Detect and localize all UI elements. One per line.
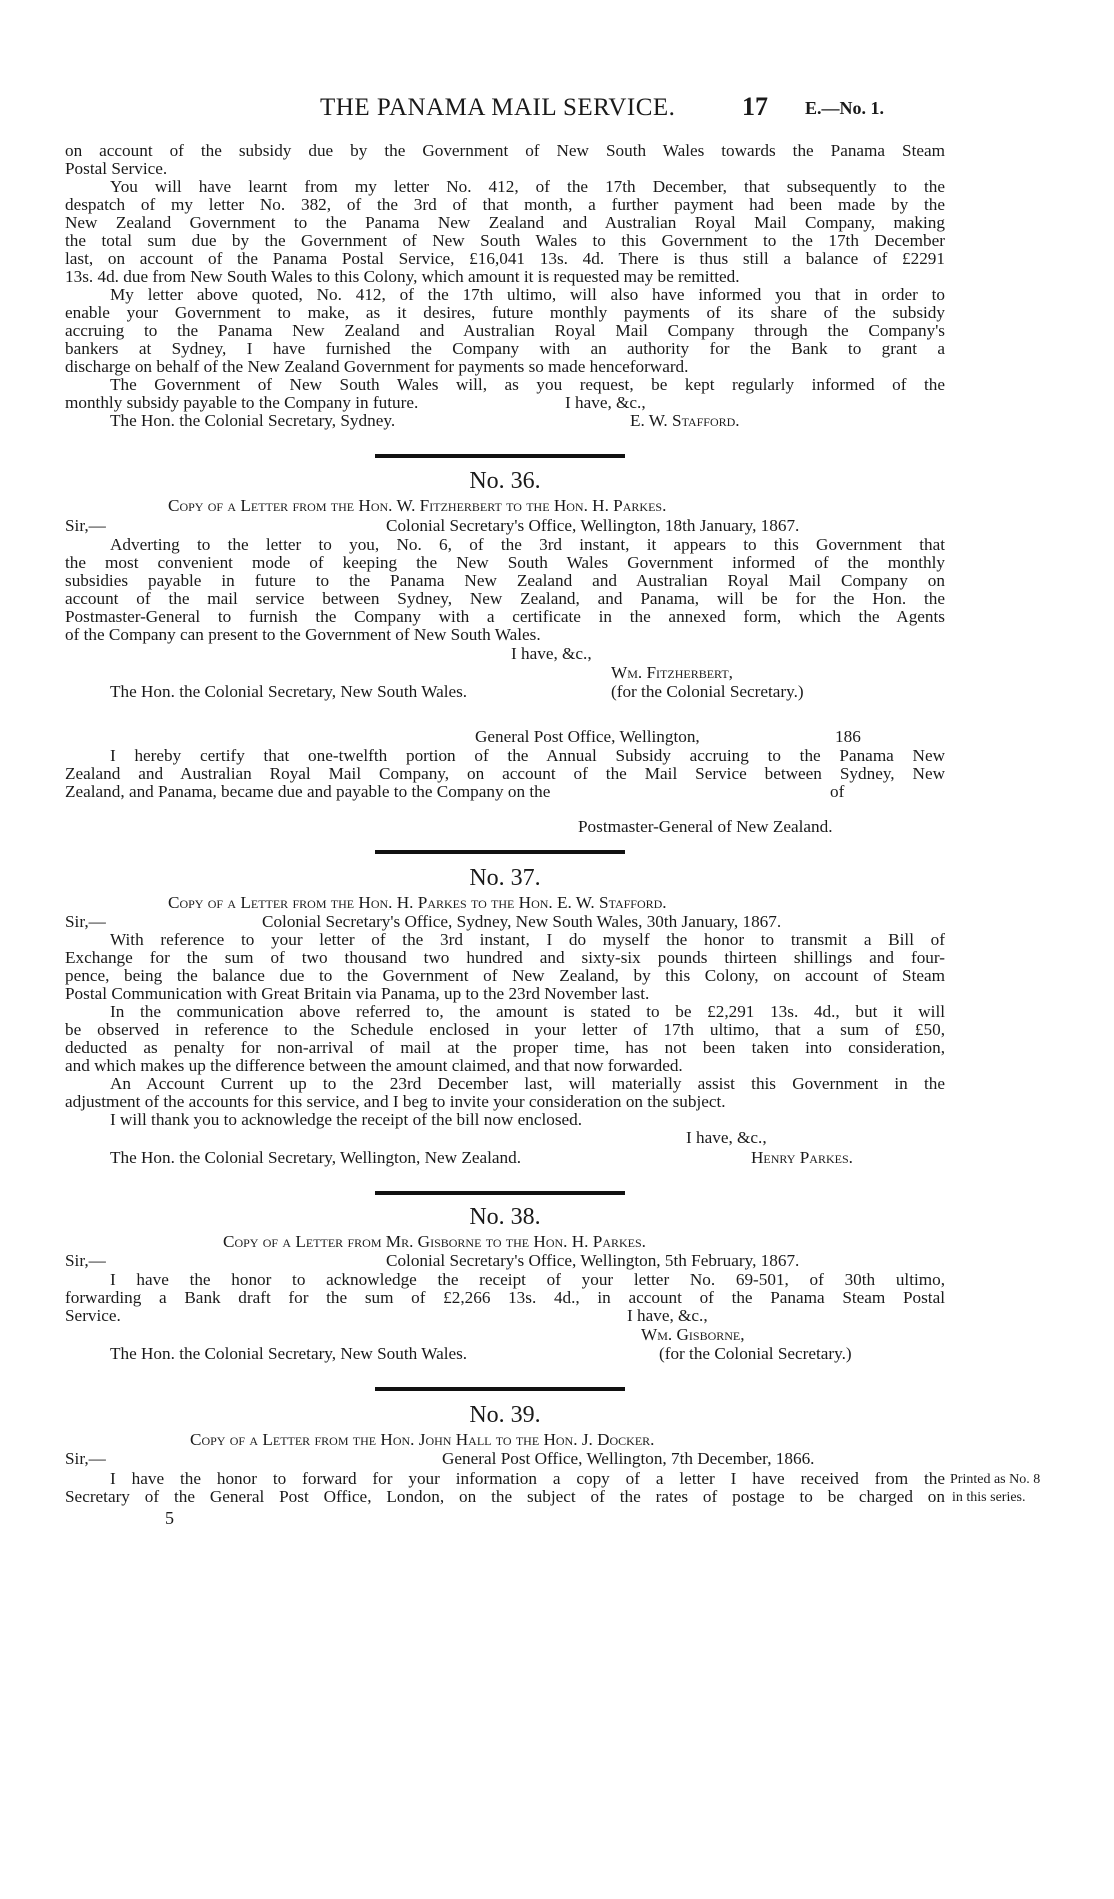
text-line: Adverting to the letter to you, No. 6, of the 3rd instant, it appears to this Government that [110,535,945,554]
text-line: Postal Service. [65,159,168,178]
signature: Henry Parkes. [751,1148,853,1167]
signature: E. W. Stafford. [630,411,740,430]
addressee: The Hon. the Colonial Secretary, Sydney. [110,411,396,430]
text-line: discharge on behalf of the New Zealand Government for payments so made henceforward. [65,357,689,376]
text-line: last, on account of the Panama Postal Service, £16,041 13s. 4d. There is thus still a balance of £2291 [65,249,945,268]
text-line: Secretary of the General Post Office, London, on the subject of the rates of postage to be charged on [65,1487,945,1506]
letter-heading: No. 38. [469,1204,541,1230]
text-line: 13s. 4d. due from New South Wales to this Colony, which amount it is requested may be remitted. [65,267,740,286]
text-line: monthly subsidy payable to the Company in future. [65,393,419,412]
series-number: E.—No. 1. [805,98,885,118]
salutation: Sir,— [65,1251,106,1270]
text-line: Service. [65,1306,121,1325]
addressee: The Hon. the Colonial Secretary, New South Wales. [110,682,468,701]
text-line: be observed in reference to the Schedule enclosed in your letter of 17th ultimo, that a sum of £50, [65,1020,945,1039]
form-dateline: General Post Office, Wellington, [475,727,700,746]
text-line: With reference to your letter of the 3rd instant, I do myself the honor to transmit a Bill of [110,930,945,949]
text-line: Exchange for the sum of two thousand two hundred and sixty-six pounds thirteen shillings and four- [65,948,945,967]
salutation: Sir,— [65,912,106,931]
copy-line: Copy of a Letter from Mr. Gisborne to the Hon. H. Parkes. [223,1232,646,1251]
signature-note: (for the Colonial Secretary.) [611,682,804,701]
text-line: New Zealand Government to the Panama New Zealand and Australian Royal Mail Company, making [65,213,945,232]
dateline: Colonial Secretary's Office, Wellington, 18th January, 1867. [386,516,800,535]
form-text-line: I hereby certify that one-twelfth portion of the Annual Subsidy accruing to the Panama New [110,746,945,765]
divider-rule [375,1191,625,1195]
text-line: An Account Current up to the 23rd December last, will materially assist this Government in the [110,1074,945,1093]
running-title: THE PANAMA MAIL SERVICE. [320,94,676,121]
letter-heading: No. 39. [469,1402,541,1428]
copy-line: Copy of a Letter from the Hon. H. Parkes to the Hon. E. W. Stafford. [168,893,667,912]
text-line: I have the honor to acknowledge the receipt of your letter No. 69-501, of 30th ultimo, [110,1270,945,1289]
closing: I have, &c., [511,644,592,663]
dateline: Colonial Secretary's Office, Wellington, 5th February, 1867. [386,1251,800,1270]
signature-note: (for the Colonial Secretary.) [659,1344,852,1363]
form-text-line: Zealand, and Panama, became due and payable to the Company on the [65,782,551,801]
copy-line: Copy of a Letter from the Hon. W. Fitzherbert to the Hon. H. Parkes. [168,496,667,515]
text-line: In the communication above referred to, the amount is stated to be £2,291 13s. 4d., but it will [110,1002,945,1021]
page-number: 17 [742,92,768,121]
form-text-line: Zealand and Australian Royal Mail Company, on account of the Mail Service between Sydney, New [65,764,945,783]
salutation: Sir,— [65,1449,106,1468]
text-line: of the Company can present to the Government of New South Wales. [65,625,541,644]
margin-note: Printed as No. 8 [950,1472,1041,1487]
signature: Wm. Gisborne, [641,1325,745,1344]
salutation: Sir,— [65,516,106,535]
margin-note: in this series. [952,1490,1026,1505]
dateline: General Post Office, Wellington, 7th December, 1866. [442,1449,815,1468]
text-line: account of the mail service between Sydney, New Zealand, and Panama, will be for the Hon. the [65,589,945,608]
text-line: and which makes up the difference between the amount claimed, and that now forwarded. [65,1056,683,1075]
text-line: accruing to the Panama New Zealand and Australian Royal Mail Company through the Company's [65,321,945,340]
text-line: bankers at Sydney, I have furnished the Company with an authority for the Bank to grant a [65,339,945,358]
form-year: 186 [835,727,861,746]
text-line: adjustment of the accounts for this service, and I beg to invite your consideration on the subject. [65,1092,726,1111]
dateline: Colonial Secretary's Office, Sydney, New South Wales, 30th January, 1867. [262,912,782,931]
text-line: Postal Communication with Great Britain via Panama, up to the 23rd November last. [65,984,650,1003]
text-line: deducted as penalty for non-arrival of mail at the proper time, has not been taken into consideration, [65,1038,945,1057]
form-of: of [830,782,845,801]
text-line: the total sum due by the Government of New South Wales to this Government to the 17th December [65,231,945,250]
closing: I have, &c., [686,1128,767,1147]
closing: I have, &c., [627,1306,708,1325]
signature: Wm. Fitzherbert, [611,663,733,682]
divider-rule [375,454,625,458]
text-line: despatch of my letter No. 382, of the 3rd of that month, a further payment had been made by the [65,195,945,214]
letter-heading: No. 36. [469,468,541,494]
form-signature: Postmaster-General of New Zealand. [578,817,833,836]
text-line: on account of the subsidy due by the Government of New South Wales towards the Panama Steam [65,141,945,160]
text-line: enable your Government to make, as it desires, future monthly payments of its share of the subsidy [65,303,945,322]
text-line: You will have learnt from my letter No. 412, of the 17th December, that subsequently to the [110,177,945,196]
text-line: My letter above quoted, No. 412, of the 17th ultimo, will also have informed you that in order to [110,285,945,304]
addressee: The Hon. the Colonial Secretary, Wellington, New Zealand. [110,1148,521,1167]
signature-mark: 5 [165,1508,174,1528]
text-line: the most convenient mode of keeping the New South Wales Government informed of the monthly [65,553,945,572]
text-line: pence, being the balance due to the Government of New Zealand, by this Colony, on account of Steam [65,966,945,985]
divider-rule [375,1387,625,1391]
text-line: I have the honor to forward for your information a copy of a letter I have received from the [110,1469,945,1488]
letter-heading: No. 37. [469,865,541,891]
text-line: forwarding a Bank draft for the sum of £2,266 13s. 4d., in account of the Panama Steam Postal [65,1288,945,1307]
copy-line: Copy of a Letter from the Hon. John Hall to the Hon. J. Docker. [190,1430,655,1449]
text-line: Postmaster-General to furnish the Company with a certificate in the annexed form, which the Agents [65,607,945,626]
addressee: The Hon. the Colonial Secretary, New South Wales. [110,1344,468,1363]
text-line: The Government of New South Wales will, as you request, be kept regularly informed of the [110,375,945,394]
closing: I have, &c., [565,393,646,412]
divider-rule [375,850,625,854]
text-line: I will thank you to acknowledge the receipt of the bill now enclosed. [110,1110,583,1129]
text-line: subsidies payable in future to the Panama New Zealand and Australian Royal Mail Company on [65,571,945,590]
